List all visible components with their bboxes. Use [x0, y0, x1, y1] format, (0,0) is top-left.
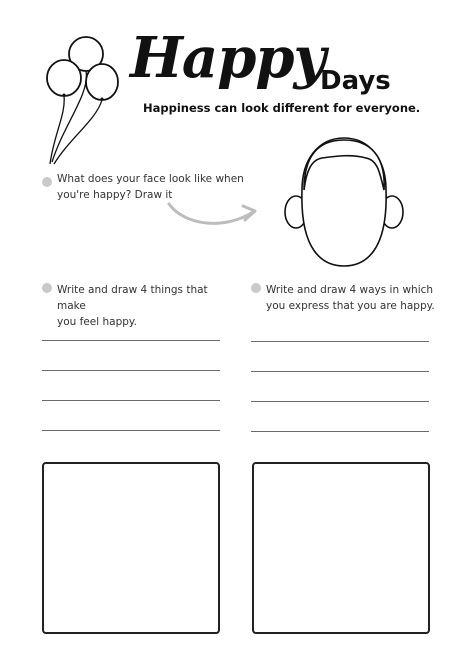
express-prompt: Write and draw 4 ways in which you express that you are happy. — [266, 284, 435, 312]
page-title-secondary: Days — [320, 66, 391, 96]
balloons-icon — [44, 34, 124, 168]
writing-line[interactable] — [42, 340, 220, 341]
face-prompt: What does your face look like when you're happy? Draw it — [57, 173, 244, 201]
bullet-icon — [251, 283, 261, 293]
writing-line[interactable] — [251, 371, 429, 372]
bullet-icon — [42, 283, 52, 293]
drawing-box-things[interactable] — [42, 462, 220, 634]
writing-line[interactable] — [42, 400, 220, 401]
writing-line[interactable] — [42, 370, 220, 371]
drawing-box-express[interactable] — [252, 462, 430, 634]
writing-line[interactable] — [251, 401, 429, 402]
writing-line[interactable] — [42, 430, 220, 431]
writing-line[interactable] — [251, 431, 429, 432]
subtitle: Happiness can look different for everyone. — [143, 101, 421, 115]
writing-line[interactable] — [251, 341, 429, 342]
face-outline-icon — [282, 130, 406, 270]
page-title: Happy — [130, 25, 326, 91]
bullet-icon — [42, 177, 52, 187]
curved-arrow-icon — [165, 196, 265, 232]
things-prompt: Write and draw 4 things that make you feel happy. — [57, 284, 208, 328]
